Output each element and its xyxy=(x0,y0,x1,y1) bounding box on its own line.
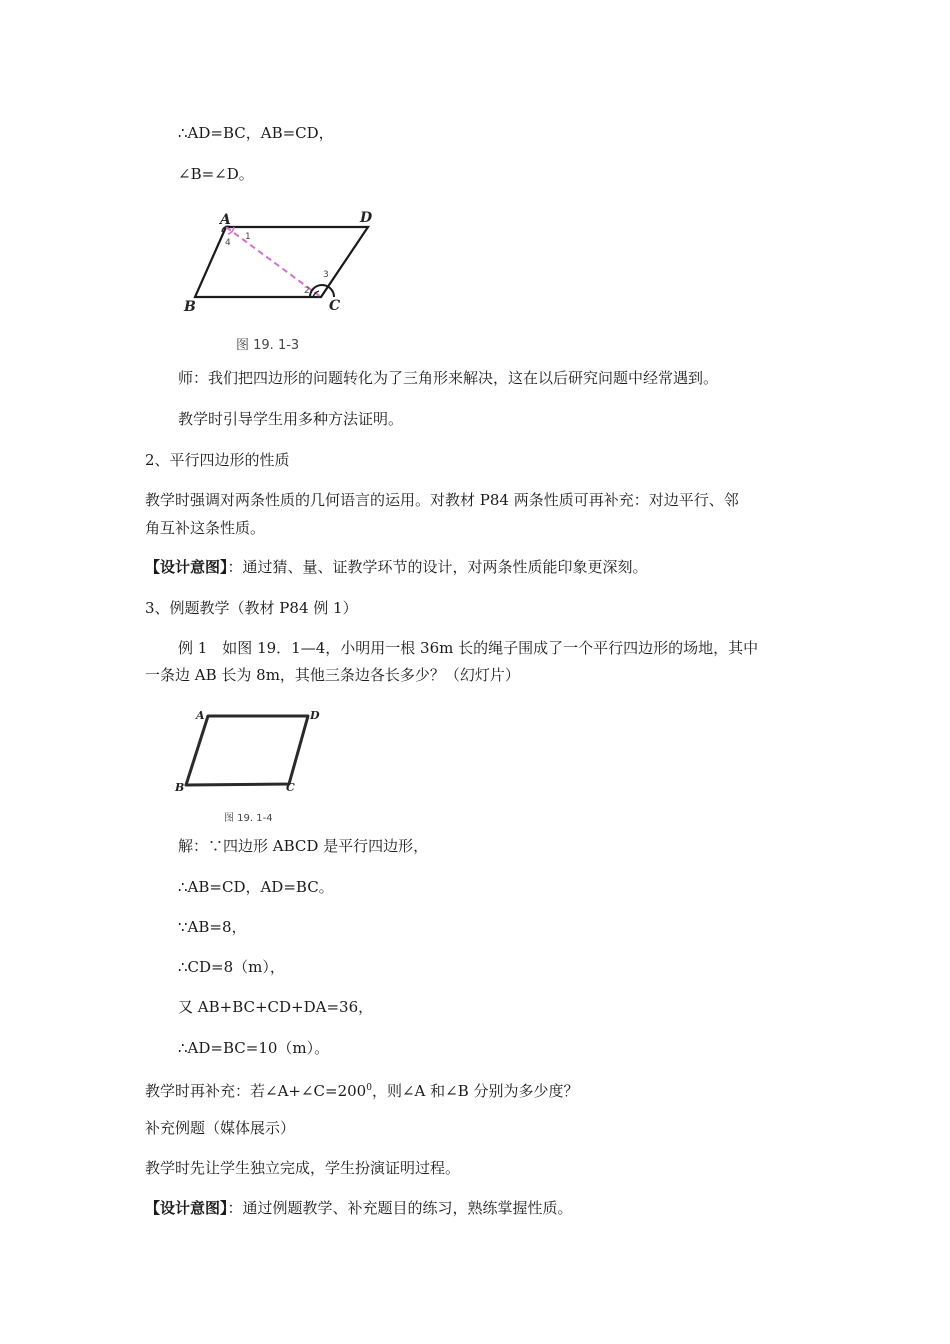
design-intent-1 xyxy=(145,557,648,577)
design-intent-tag: 【设计意图】 xyxy=(145,1199,228,1217)
design-intent-tag: 【设计意图】 xyxy=(145,558,228,576)
emphasis-line-2: 角互补这条性质。 xyxy=(145,519,266,537)
vertex-A-label: A xyxy=(220,212,231,228)
solution-line-4: ∴CD=8（m）， xyxy=(178,958,285,976)
angle-1-label: 1 xyxy=(245,232,251,242)
supplement-text-post: ，则∠A 和∠B 分别为多少度？ xyxy=(371,1082,579,1100)
figure-caption: 图 19. 1-4 xyxy=(224,813,273,824)
vertex-C-label: C xyxy=(286,781,295,794)
vertex-D-label: D xyxy=(360,210,373,226)
teacher-note: 师：我们把四边形的问题转化为了三角形来解决，这在以后研究问题中经常遇到。 xyxy=(178,369,719,387)
figure-parallelogram-19-1-4 xyxy=(172,703,332,828)
example-line-1: 例 1 如图 19．1—4，小明用一根 36m 长的绳子围成了一个平行四边形的场地，其中 xyxy=(178,639,759,657)
angle-2-label: 2 xyxy=(304,286,310,296)
extra-example-heading: 补充例题（媒体展示） xyxy=(145,1119,296,1137)
proof-line-1: ∴AD=BC，AB=CD， xyxy=(178,124,334,142)
figure-parallelogram-19-1-3 xyxy=(178,205,388,355)
vertex-B-label: B xyxy=(175,781,185,794)
vertex-B-label: B xyxy=(184,299,196,315)
solution-line-1: 解：∵四边形 ABCD 是平行四边形， xyxy=(178,837,429,855)
example-line-2: 一条边 AB 长为 8m，其他三条边各长多少？（幻灯片） xyxy=(145,666,520,684)
emphasis-line-1: 教学时强调对两条性质的几何语言的运用。对教材 P84 两条性质可再补充：对边平行、邻 xyxy=(145,491,739,509)
supplement-degree: 0 xyxy=(366,1083,372,1093)
solution-line-3: ∵AB=8， xyxy=(178,918,247,936)
section-2-heading: 2、平行四边形的性质 xyxy=(145,451,290,469)
solution-line-2: ∴AB=CD，AD=BC。 xyxy=(178,878,334,896)
design-intent-text: ：通过例题教学、补充题目的练习，熟练掌握性质。 xyxy=(227,1199,573,1217)
vertex-A-label: A xyxy=(196,709,205,722)
proof-line-2: ∠B=∠D。 xyxy=(178,165,254,183)
section-3-heading: 3、例题教学（教材 P84 例 1） xyxy=(145,599,358,617)
guide-note: 教学时引导学生用多种方法证明。 xyxy=(178,410,404,428)
angle-4-label: 4 xyxy=(225,238,231,248)
design-intent-2 xyxy=(145,1198,573,1218)
angle-3-label: 3 xyxy=(323,270,329,280)
solution-line-5: 又 AB+BC+CD+DA=36， xyxy=(178,998,374,1016)
supplement-question xyxy=(145,1078,578,1101)
vertex-D-label: D xyxy=(310,709,320,722)
independent-note: 教学时先让学生独立完成，学生扮演证明过程。 xyxy=(145,1159,461,1177)
design-intent-text: ：通过猜、量、证教学环节的设计，对两条性质能印象更深刻。 xyxy=(227,558,648,576)
vertex-C-label: C xyxy=(329,298,341,314)
supplement-text-pre: 教学时再补充：若∠A+∠C=200 xyxy=(145,1082,367,1100)
figure-caption: 图 19. 1-3 xyxy=(236,338,300,353)
solution-line-6: ∴AD=BC=10（m）。 xyxy=(178,1039,330,1057)
